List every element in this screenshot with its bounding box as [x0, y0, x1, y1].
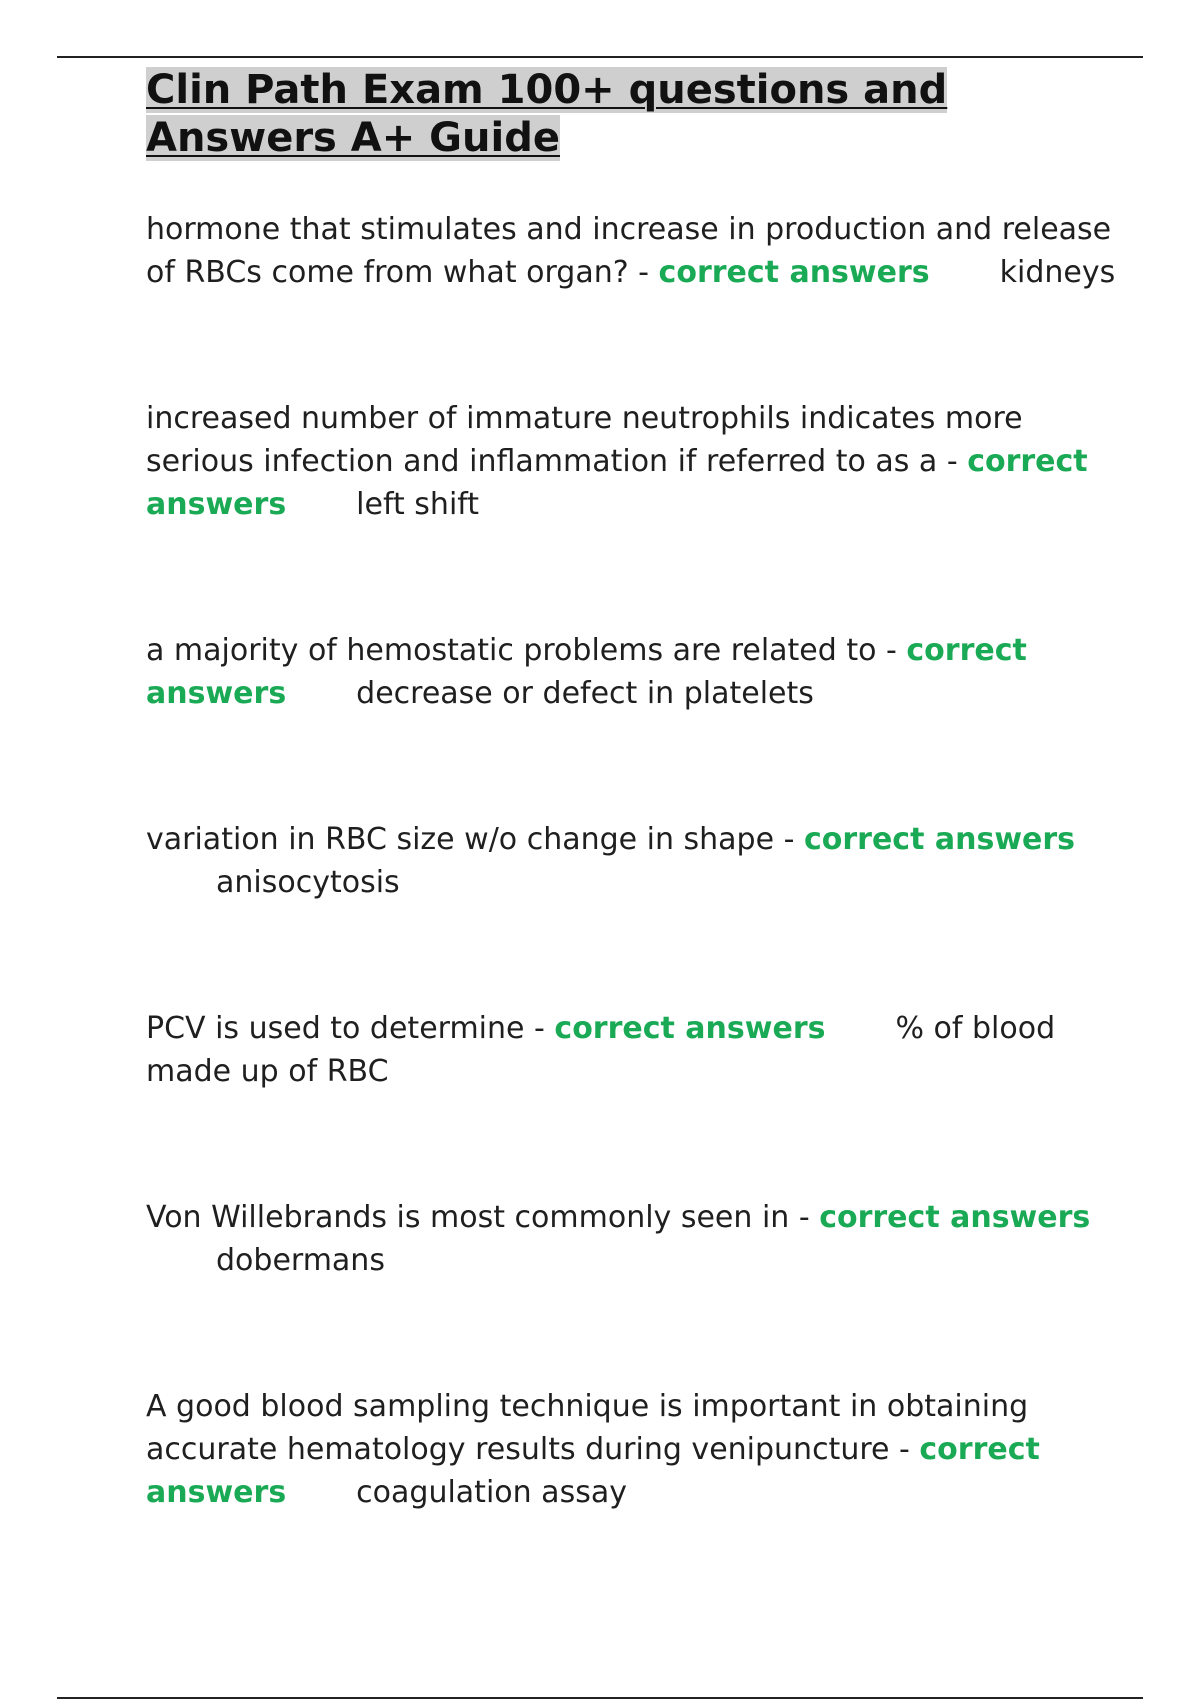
correct-answers-label: correct answers [554, 1011, 826, 1046]
correct-answers-label: correct answers [658, 255, 930, 290]
correct-answers-label: correct answers [819, 1200, 1091, 1235]
document-title [146, 66, 1126, 162]
qa-item [146, 397, 1126, 526]
title-line-1: Clin Path Exam 100+ questions and [146, 67, 948, 113]
document-body [146, 66, 1126, 1617]
qa-item [146, 1385, 1126, 1514]
answer-text: % of blood made up of RBC [146, 1011, 1056, 1089]
correct-answers-label: correct answers [146, 444, 1088, 522]
question-text: PCV is used to determine - [146, 1011, 545, 1046]
question-text: increased number of immature neutrophils indicates more serious infection and inflammation if referred to as a - [146, 401, 1023, 479]
answer-text: coagulation assay [356, 1475, 627, 1510]
title-line-2: Answers A+ Guide [146, 115, 560, 161]
correct-answers-label: correct answers [803, 822, 1076, 857]
qa-list [146, 208, 1126, 1514]
answer-text: anisocytosis [216, 865, 400, 900]
answer-text: dobermans [216, 1243, 385, 1278]
correct-answers-label: correct answers [146, 1432, 1040, 1510]
question-text: variation in RBC size w/o change in shape - [146, 822, 795, 857]
question-text: A good blood sampling technique is important in obtaining accurate hematology results during venipuncture - [146, 1389, 1029, 1467]
answer-text: decrease or defect in platelets [356, 676, 814, 711]
page-top-rule [57, 56, 1143, 58]
qa-item [146, 1007, 1126, 1093]
qa-item [146, 208, 1126, 294]
answer-text: left shift [356, 487, 480, 522]
qa-item [146, 1196, 1126, 1282]
question-text: a majority of hemostatic problems are related to - [146, 633, 897, 668]
answer-text: kidneys [999, 255, 1116, 290]
qa-item [146, 629, 1126, 715]
qa-item [146, 818, 1126, 904]
question-text: Von Willebrands is most commonly seen in - [146, 1200, 810, 1235]
question-text: hormone that stimulates and increase in production and release of RBCs come from what organ? - [146, 212, 1112, 290]
page-bottom-rule [57, 1697, 1143, 1699]
correct-answers-label: correct answers [146, 633, 1027, 711]
